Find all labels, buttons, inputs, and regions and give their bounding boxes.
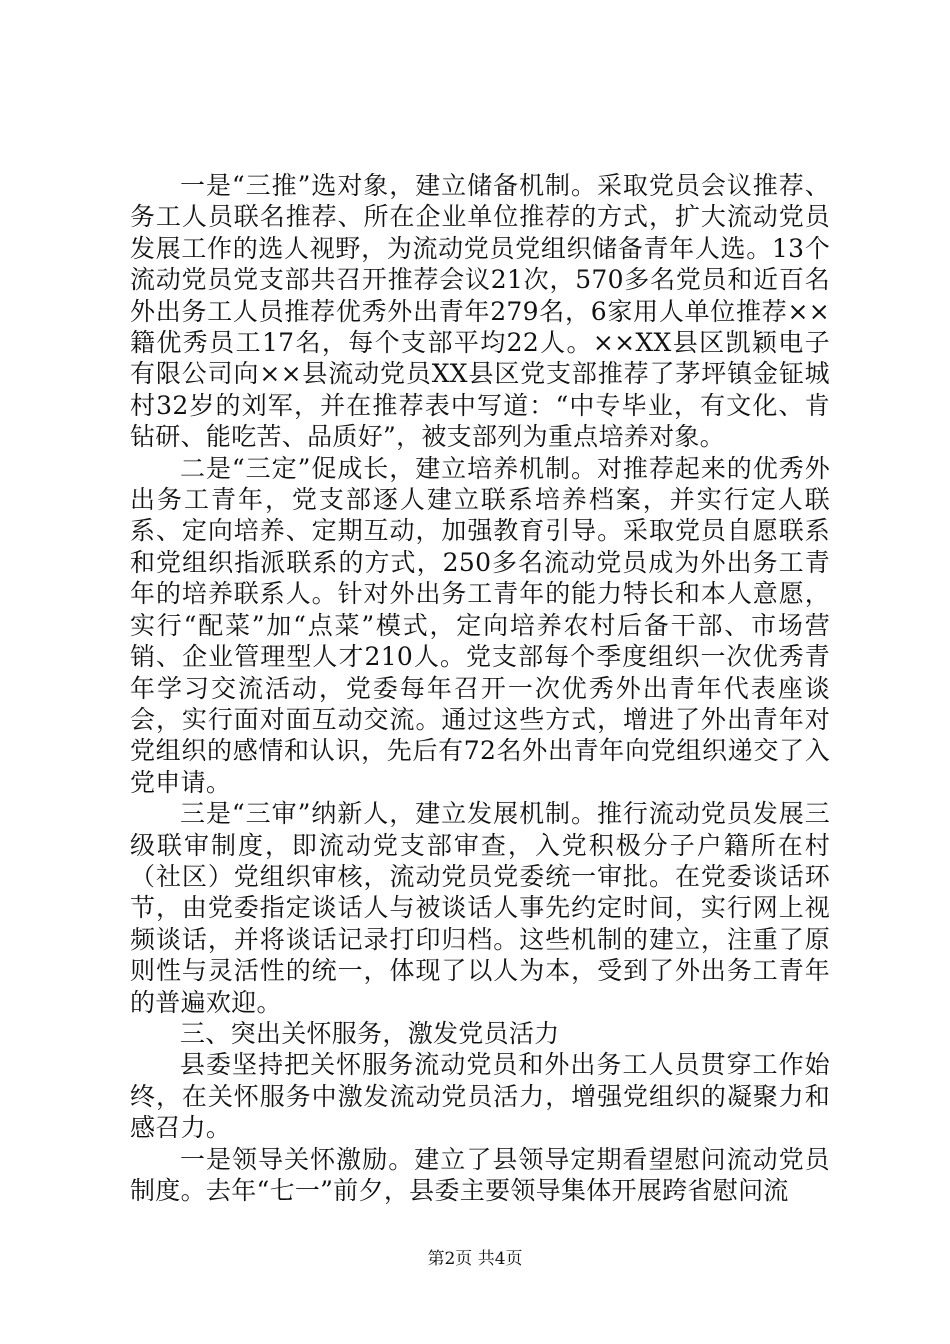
paragraph-4: 县委坚持把关怀服务流动党员和外出务工人员贯穿工作始终，在关怀服务中激发流动党员活力，增强党组织的凝聚力和感召力。 bbox=[130, 1050, 830, 1143]
paragraph-3: 三是“三审”纳新人，建立发展机制。推行流动党员发展三级联审制度，即流动党支部审查，入党积极分子户籍所在村（社区）党组织审核，流动党员党委统一审批。在党委谈话环节，由党委指定谈话人与被谈话人事先约定时间，实行网上视频谈话，并将谈话记录打印归档。这些机制的建立，注重了原则性与灵活性的统一，体现了以人为本，受到了外出务工青年的普遍欢迎。 bbox=[130, 799, 830, 1017]
paragraph-5: 一是领导关怀激励。建立了县领导定期看望慰问流动党员制度。去年“七一”前夕，县委主要领导集体开展跨省慰问流 bbox=[130, 1144, 830, 1205]
paragraph-2: 二是“三定”促成长，建立培养机制。对推荐起来的优秀外出务工青年，党支部逐人建立联系培养档案，并实行定人联系、定向培养、定期互动，加强教育引导。采取党员自愿联系和党组织指派联系的方式，250多名流动党员成为外出务工青年的培养联系人。针对外出务工青年的能力特长和本人意愿，实行“配菜”加“点菜”模式，定向培养农村后备干部、市场营销、企业管理型人才210人。党支部每个季度组织一次优秀青年学习交流活动，党委每年召开一次优秀外出青年代表座谈会，实行面对面互动交流。通过这些方式，增进了外出青年对党组织的感情和认识，先后有72名外出青年向党组织递交了入党申请。 bbox=[130, 453, 830, 797]
paragraph-1: 一是“三推”选对象，建立储备机制。采取党员会议推荐、务工人员联名推荐、所在企业单位推荐的方式，扩大流动党员发展工作的选人视野，为流动党员党组织储备青年人选。13个流动党员党支部共召开推荐会议21次，570多名党员和近百名外出务工人员推荐优秀外出青年279名，6家用人单位推荐××籍优秀员工17名，每个支部平均22人。××XX县区凯颖电子有限公司向××县流动党员XX县区党支部推荐了茅坪镇金钲城村32岁的刘军，并在推荐表中写道：“中专毕业，有文化、肯钻研、能吃苦、品质好”，被支部列为重点培养对象。 bbox=[130, 171, 830, 452]
section-heading: 三、突出关怀服务，激发党员活力 bbox=[180, 1018, 560, 1048]
page-footer: 第2页 共4页 bbox=[427, 1249, 523, 1269]
document-body bbox=[130, 170, 830, 1206]
